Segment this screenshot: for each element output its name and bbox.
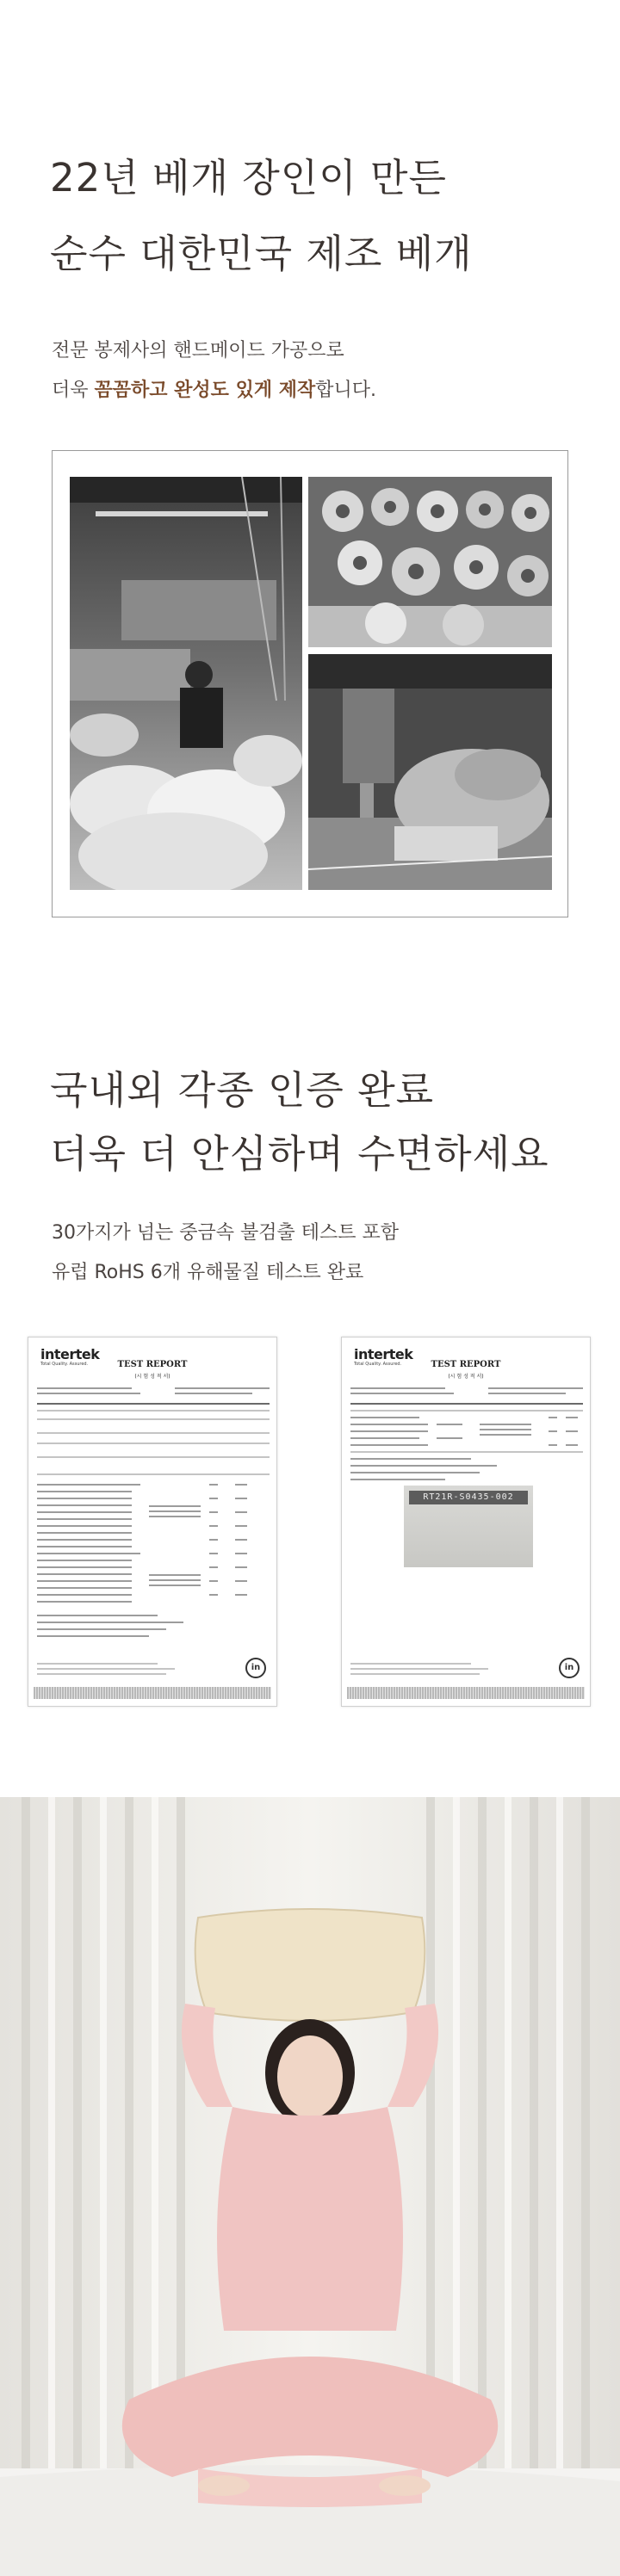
test-report-document-1 xyxy=(28,1337,277,1707)
section2-sub-line2: 유럽 RoHS 6개 유해물질 테스트 완료 xyxy=(52,1262,364,1283)
factory-photo-frame xyxy=(52,450,568,917)
sample-code-label: RT21R-S0435-002 xyxy=(409,1491,528,1504)
report-footer xyxy=(34,1687,271,1699)
report-title-korean: (시 험 성 적 서) xyxy=(134,1374,170,1380)
intertek-logo: intertek xyxy=(354,1346,413,1362)
sample-photo xyxy=(404,1486,533,1567)
section1-sub-line1: 전문 봉제사의 핸드메이드 가공으로 xyxy=(52,340,344,361)
intertek-tagline: Total Quality. Assured. xyxy=(40,1362,89,1367)
section1-headline-line2: 순수 대한민국 제조 베개 xyxy=(50,231,473,276)
intertek-seal-icon: in xyxy=(559,1658,580,1678)
sub-line2-highlight: 꼼꼼하고 완성도 있게 제작 xyxy=(94,380,316,401)
test-report-document-2 xyxy=(341,1337,591,1707)
intertek-seal-icon: in xyxy=(245,1658,266,1678)
section1-headline-line1: 22년 베개 장인이 만든 xyxy=(50,155,447,201)
section2-headline-line1: 국내외 각종 인증 완료 xyxy=(50,1067,435,1113)
report-title: TEST REPORT xyxy=(431,1360,501,1369)
sub-line2-post: 합니다. xyxy=(315,380,377,401)
workshop-photo xyxy=(70,477,302,890)
sewing-machine-photo xyxy=(308,654,552,890)
section2-sub-line1: 30가지가 넘는 중금속 불검출 테스트 포함 xyxy=(52,1222,399,1244)
sub-line2-pre: 더욱 xyxy=(52,380,95,401)
intertek-tagline: Total Quality. Assured. xyxy=(354,1362,402,1367)
fabric-rolls-photo xyxy=(308,477,552,647)
lifestyle-photo xyxy=(0,1797,620,2576)
report-title: TEST REPORT xyxy=(117,1360,188,1369)
report-footer xyxy=(347,1687,585,1699)
section2-headline-line2: 더욱 더 안심하며 수면하세요 xyxy=(50,1131,549,1177)
intertek-logo: intertek xyxy=(40,1346,100,1362)
report-title-korean: (시 험 성 적 서) xyxy=(448,1374,484,1380)
section1-sub-line2 xyxy=(52,375,376,402)
